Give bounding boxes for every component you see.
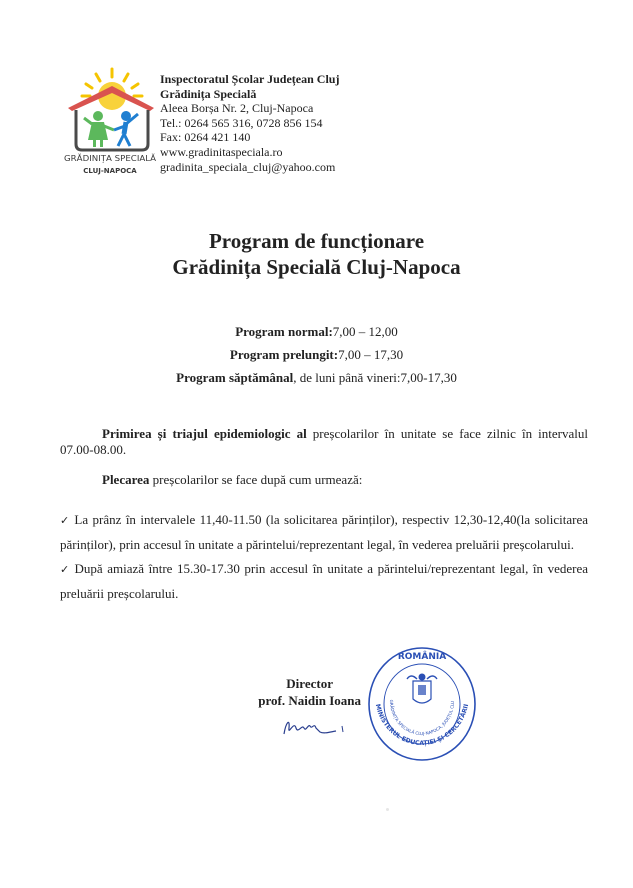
- child-blue-icon: [114, 111, 138, 146]
- stamp-top-text: ROMÂNIA: [397, 652, 447, 662]
- child-green-icon: [84, 111, 114, 147]
- title-line1: Program de funcționare: [208, 229, 425, 253]
- schedule-value: , de luni până vineri:7,00-17,30: [293, 370, 457, 385]
- logo-text-line1: GRĂDINIȚA SPECIALĂ: [64, 154, 150, 163]
- official-stamp: [366, 645, 478, 763]
- list-item-text: După amiază între 15.30-17.30 prin accesul în unitate a părintelui/reprezentant legal, în vederea preluării preșcolarului.: [60, 561, 588, 601]
- svg-text:MINISTERUL EDUCAȚIEI ȘI CERCET: [374, 703, 470, 748]
- reception-bold: Primirea și triajul epidemiologic al: [102, 426, 307, 441]
- checkmark-icon: ✓: [60, 563, 71, 576]
- letterhead: [160, 72, 339, 174]
- director-name: prof. Naidin Ioana: [258, 693, 361, 708]
- schedule-value: 7,00 – 12,00: [332, 324, 398, 339]
- coat-of-arms-icon: [407, 674, 437, 703]
- list-item: [60, 557, 588, 606]
- reception-text: preșcolarilor în unitate se face zilnic în intervalul 07.00-08.00.: [60, 426, 588, 457]
- signoff: [258, 675, 361, 709]
- logo-text-line2: CLUJ-NAPOCA: [83, 167, 137, 175]
- departure-bold: Plecarea: [102, 472, 150, 487]
- schedule-weekly: [0, 366, 633, 389]
- address: Aleea Borșa Nr. 2, Cluj-Napoca: [160, 101, 314, 116]
- schedule-value: 7,00 – 17,30: [338, 347, 404, 362]
- handwritten-signature-icon: [280, 714, 350, 740]
- director-role: Director: [286, 676, 333, 691]
- stamp-outer-text: MINISTERUL EDUCAȚIEI ȘI CERCETĂRII: [373, 703, 471, 748]
- scan-speck: [386, 808, 389, 811]
- website-link[interactable]: www.gradinitaspeciala.ro: [160, 144, 283, 159]
- list-item-text: La prânz în intervalele 11,40-11.50 (la solicitarea părinților), respectiv 12,30-12,40(la solicitarea părinților), prin accesul în unitate a părintelui/reprezentant legal, în vederea preluării preșcolarului.: [60, 512, 588, 552]
- phone: Tel.: 0264 565 316, 0728 856 154: [160, 115, 323, 130]
- schedule-normal: [0, 320, 633, 343]
- institution-name: Inspectoratul Școlar Județean Cluj: [160, 72, 340, 86]
- fax: Fax: 0264 421 140: [160, 130, 251, 145]
- list-item: [60, 508, 588, 557]
- departure-paragraph: [60, 472, 588, 488]
- school-name: Grădinița Specială: [160, 86, 257, 101]
- schedule-extended: [0, 343, 633, 366]
- departure-list: [60, 508, 588, 606]
- title-line2: Grădinița Specială Cluj-Napoca: [172, 255, 461, 279]
- stamp-inner-text: GRĂDINIȚA SPECIALĂ CLUJ-NAPOCA, JUDEȚUL CLU: [388, 699, 456, 737]
- schedule-label: Program săptămânal: [176, 370, 294, 385]
- email-link[interactable]: gradinita_speciala_cluj@yahoo.com: [160, 159, 336, 174]
- page-title: [0, 228, 633, 280]
- schedule-label: Program prelungit:: [229, 347, 339, 362]
- schedule-label: Program normal:: [235, 324, 333, 339]
- checkmark-icon: ✓: [60, 514, 71, 527]
- reception-paragraph: [60, 426, 588, 458]
- schedule: [0, 320, 633, 389]
- departure-text: preșcolarilor se face după cum urmează:: [149, 472, 363, 487]
- kindergarten-logo: [62, 64, 158, 176]
